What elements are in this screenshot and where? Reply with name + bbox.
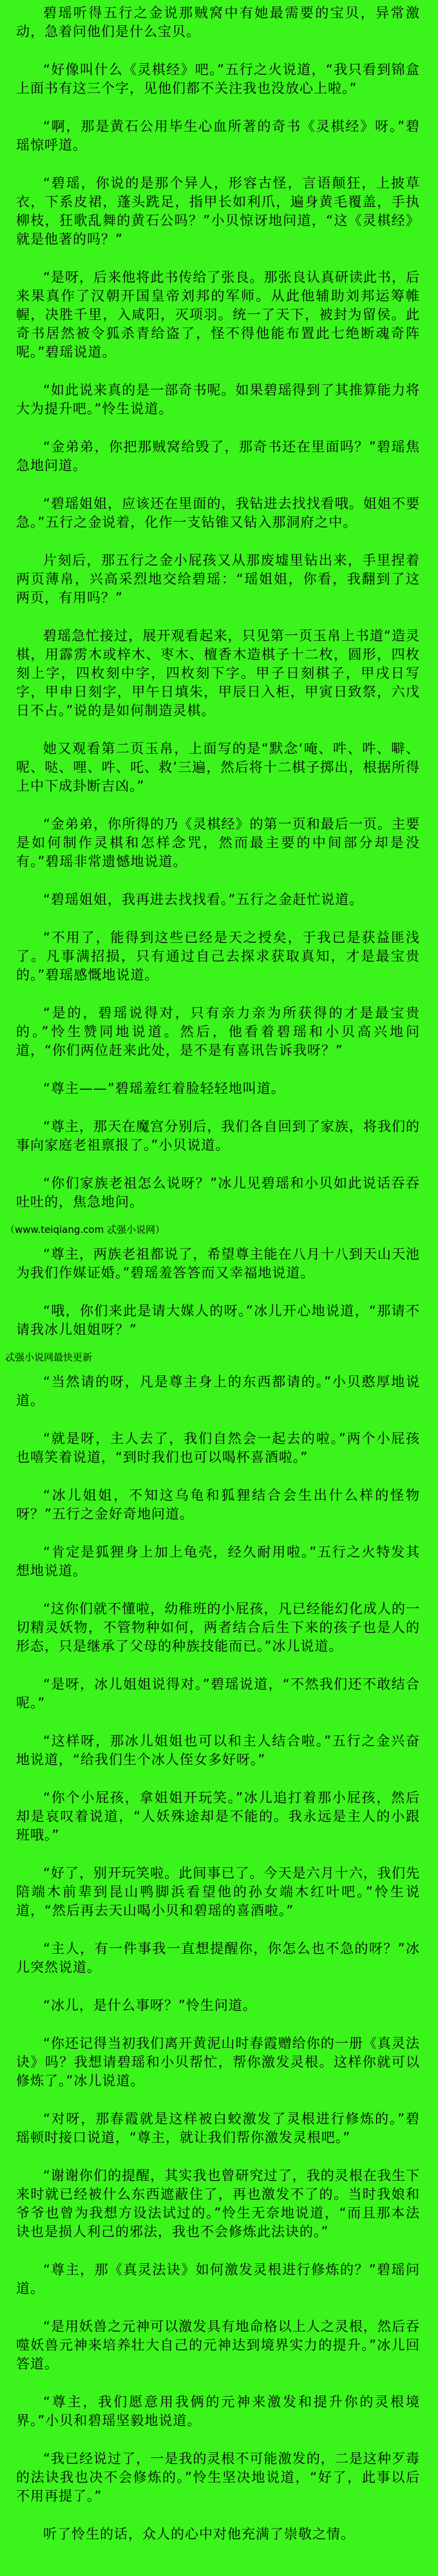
novel-paragraph: “金弟弟，你所得的乃《灵棋经》的第一页和最后一页。主要是如何制作灵棋和怎样念咒，然而最主要的中间部分却是没有。”碧瑶非常遗憾地说道。 xyxy=(16,816,420,869)
novel-paragraph: “尊主，那天在魔宫分别后，我们各自回到了家族，将我们的事向家庭老祖禀报了。”小贝说道。 xyxy=(16,1119,420,1153)
novel-paragraph: “这你们就不懂啦，幼稚班的小屁孩，凡已经能幻化成人的一切精灵妖物，不管物种如何，两者结合后生下来的孩子也是人的形态，只是继承了父母的种族技能而已。”冰儿说道。 xyxy=(16,1601,420,1654)
novel-paragraph: “谢谢你们的提醒，其实我也曾研究过了，我的灵根在我生下来时就已经被什么东西遮蔽住了，再也激发不了的。当时我娘和爷爷也曾为我想方设法试过的。”怜生无奈地说道，“而且那本法诀也是损人利己的邪法，我也不会修炼此法诀的。” xyxy=(16,2168,420,2239)
novel-paragraph: “碧瑶姐姐，我再进去找找看。”五行之金赶忙说道。 xyxy=(43,892,364,907)
novel-paragraph: “你们家族老祖怎么说呀？”冰儿见碧瑶和小贝如此说话吞吞吐吐的，焦急地问。 xyxy=(16,1175,420,1210)
novel-paragraph: “是的，碧瑶说得对，只有亲力亲为所获得的才是最宝贵的。”怜生赞同地说道。然后，他看着碧瑶和小贝高兴地问道，“你们两位赶来此处，是不是有喜讯告诉我呀？” xyxy=(16,1005,420,1058)
novel-paragraph: “是用妖兽之元神可以激发具有地命格以上人之灵根，然后吞噬妖兽元神来培养壮大自己的元神达到境界实力的提升。”冰儿回答道。 xyxy=(16,2319,420,2372)
novel-paragraph: “这样呀，那冰儿姐姐也可以和主人结合啦。”五行之金兴奋地说道，“给我们生个冰人侄女多好呀。” xyxy=(16,1733,420,1767)
novel-paragraph: 碧瑶听得五行之金说那贼窝中有她最需要的宝贝，异常激动，急着问他们是什么宝贝。 xyxy=(16,5,420,39)
novel-paragraph: 她又观看第二页玉帛，上面写的是“默念‘唵、吽、吽、噼、呢、哒、哩、吽、吒、救’三遍，然后将十二棋子掷出，根据所得上中下成卦断吉凶。” xyxy=(16,741,420,794)
novel-paragraph: “就是呀，主人去了，我们自然会一起去的啦。”两个小屁孩也嘻笑着说道，“到时我们也可以喝杯喜酒啦。” xyxy=(16,1431,420,1465)
novel-paragraph: “你个小屁孩，拿姐姐开玩笑。”冰儿追打着那小屁孩，然后却是哀叹着说道，“人妖殊途却是不能的。我永远是主人的小跟班哦。” xyxy=(16,1790,420,1843)
novel-paragraph: “是呀，冰儿姐姐说得对。”碧瑶说道，“不然我们还不敢结合呢。” xyxy=(16,1676,420,1711)
novel-paragraph: “碧瑶，你说的是那个异人，形容古怪，言语颠狂，上披草衣，下系皮裙，蓬头跣足，指甲长如利爪，遍身黄毛覆盖，手执柳枝，狂歌乱舞的黄石公吗？”小贝惊讶地问道，“这《灵棋经》就是他著的吗？” xyxy=(16,175,420,247)
novel-paragraph: “对呀，那春霞就是这样被白蛟激发了灵根进行修炼的。”碧瑶顿时接口说道，“尊主，就让我们帮你激发灵根吧。” xyxy=(16,2111,420,2145)
novel-paragraph: “尊主，我们愿意用我俩的元神来激发和提升你的灵根境界。”小贝和碧瑶坚毅地说道。 xyxy=(16,2394,420,2428)
novel-paragraph: “不用了，能得到这些已经是天之授矣，于我已是获益匪浅了。凡事满招损，只有通过自己去探求获取真知，才是最宝贵的。”碧瑶感慨地说道。 xyxy=(16,930,420,983)
novel-paragraph: 片刻后，那五行之金小屁孩又从那废墟里钻出来，手里捏着两页薄帛，兴高采烈地交给碧瑶：“瑶姐姐，你看，我翻到了这两页，有用吗？” xyxy=(16,553,420,605)
novel-paragraph: “冰儿姐姐，不知这乌龟和狐狸结合会生出什么样的怪物呀？”五行之金好奇地问道。 xyxy=(16,1488,420,1522)
novel-paragraph: 碧瑶急忙接过，展开观看起来，只见第一页玉帛上书道“造灵棋，用霹雳木或梓木、枣木、檀香木造棋子十二枚，圆形，四枚刻上字，四枚刻中字，四枚刻下字。甲子日刻棋子，甲戌日写字，甲申日刻字，甲午日填朱，甲辰日入柜，甲寅日致祭，六戊日不占。”说的是如何制造灵棋。 xyxy=(16,628,420,718)
novel-paragraph: “金弟弟，你把那贼窝给毁了，那奇书还在里面吗？”碧瑶焦急地问道。 xyxy=(16,439,420,473)
novel-paragraph: “当然请的呀，凡是尊主身上的东西都请的。”小贝憨厚地说道。 xyxy=(16,1374,420,1408)
novel-paragraph: “如此说来真的是一部奇书呢。如果碧瑶得到了其推算能力将大为提升吧。”怜生说道。 xyxy=(16,382,420,417)
site-note: （www.teiqiang.com 忒强小说网） xyxy=(5,1224,165,1235)
novel-paragraph: “肯定是狐狸身上加上龟壳，经久耐用啦。”五行之火特发其想地说道。 xyxy=(16,1544,420,1578)
novel-paragraph: “尊主——”碧瑶羞红着脸轻轻地叫道。 xyxy=(43,1081,285,1096)
novel-paragraph: 听了怜生的话，众人的心中对他充满了崇敬之情。 xyxy=(43,2526,355,2542)
novel-paragraph: “好像叫什么《灵棋经》吧。”五行之火说道，“我只看到锦盒上面书有这三个字，见他们都不关注我也没放心上啦。” xyxy=(16,62,420,96)
novel-paragraph: “尊主，那《真灵法诀》如何激发灵根进行修炼的？”碧瑶问道。 xyxy=(16,2262,420,2296)
site-note: 忒强小说网最快更新 xyxy=(5,1352,93,1363)
novel-paragraph: “是呀，后来他将此书传给了张良。那张良认真研读此书，后来果真作了汉朝开国皇帝刘邦的军师。从此他辅助刘邦运筹帷幄，决胜千里，入咸阳，灭项羽。统一了天下，被封为留侯。此奇书居然被令狐杀青给盗了，怪不得他能布置此七绝断魂奇阵呢。”碧瑶说道。 xyxy=(16,270,420,360)
novel-paragraph: “你还记得当初我们离开黄泥山时春霞赠给你的一册《真灵法诀》吗？我想请碧瑶和小贝帮忙，帮你激发灵根。这样你就可以修炼了。”冰儿说道。 xyxy=(16,2036,420,2089)
novel-paragraph: “啊，那是黄石公用毕生心血所著的奇书《灵棋经》呀。”碧瑶惊呼道。 xyxy=(16,119,420,153)
novel-paragraph: “碧瑶姐姐，应该还在里面的，我钻进去找找看哦。姐姐不要急。”五行之金说着，化作一支钻锥又钻入那洞府之中。 xyxy=(16,496,420,530)
novel-paragraph: “主人，有一件事我一直想提醒你，你怎么也不急的呀？”冰儿突然说道。 xyxy=(16,1941,420,1975)
novel-paragraph: “哦，你们来此是请大媒人的呀。”冰儿开心地说道，“那请不请我冰儿姐姐呀？” xyxy=(16,1303,420,1337)
novel-paragraph: “我已经说过了，一是我的灵根不可能激发的，二是这种歹毒的法诀我也决不会修炼的。”怜生坚决地说道，“好了，此事以后不用再提了。” xyxy=(16,2451,420,2504)
novel-paragraph: “尊主，两族老祖都说了，希望尊主能在八月十八到天山天池为我们作媒证婚。”碧瑶羞答答而又幸福地说道。 xyxy=(16,1246,420,1281)
novel-paragraph: “冰儿，是什么事呀？”怜生问道。 xyxy=(43,1998,257,2013)
novel-paragraph: “好了，别开玩笑啦。此间事已了。今天是六月十六，我们先陪端木前辈到昆山鸭脚浜看望他的孙女端木红叶吧。”怜生说道，“然后再去天山喝小贝和碧瑶的喜酒啦。” xyxy=(16,1865,420,1918)
